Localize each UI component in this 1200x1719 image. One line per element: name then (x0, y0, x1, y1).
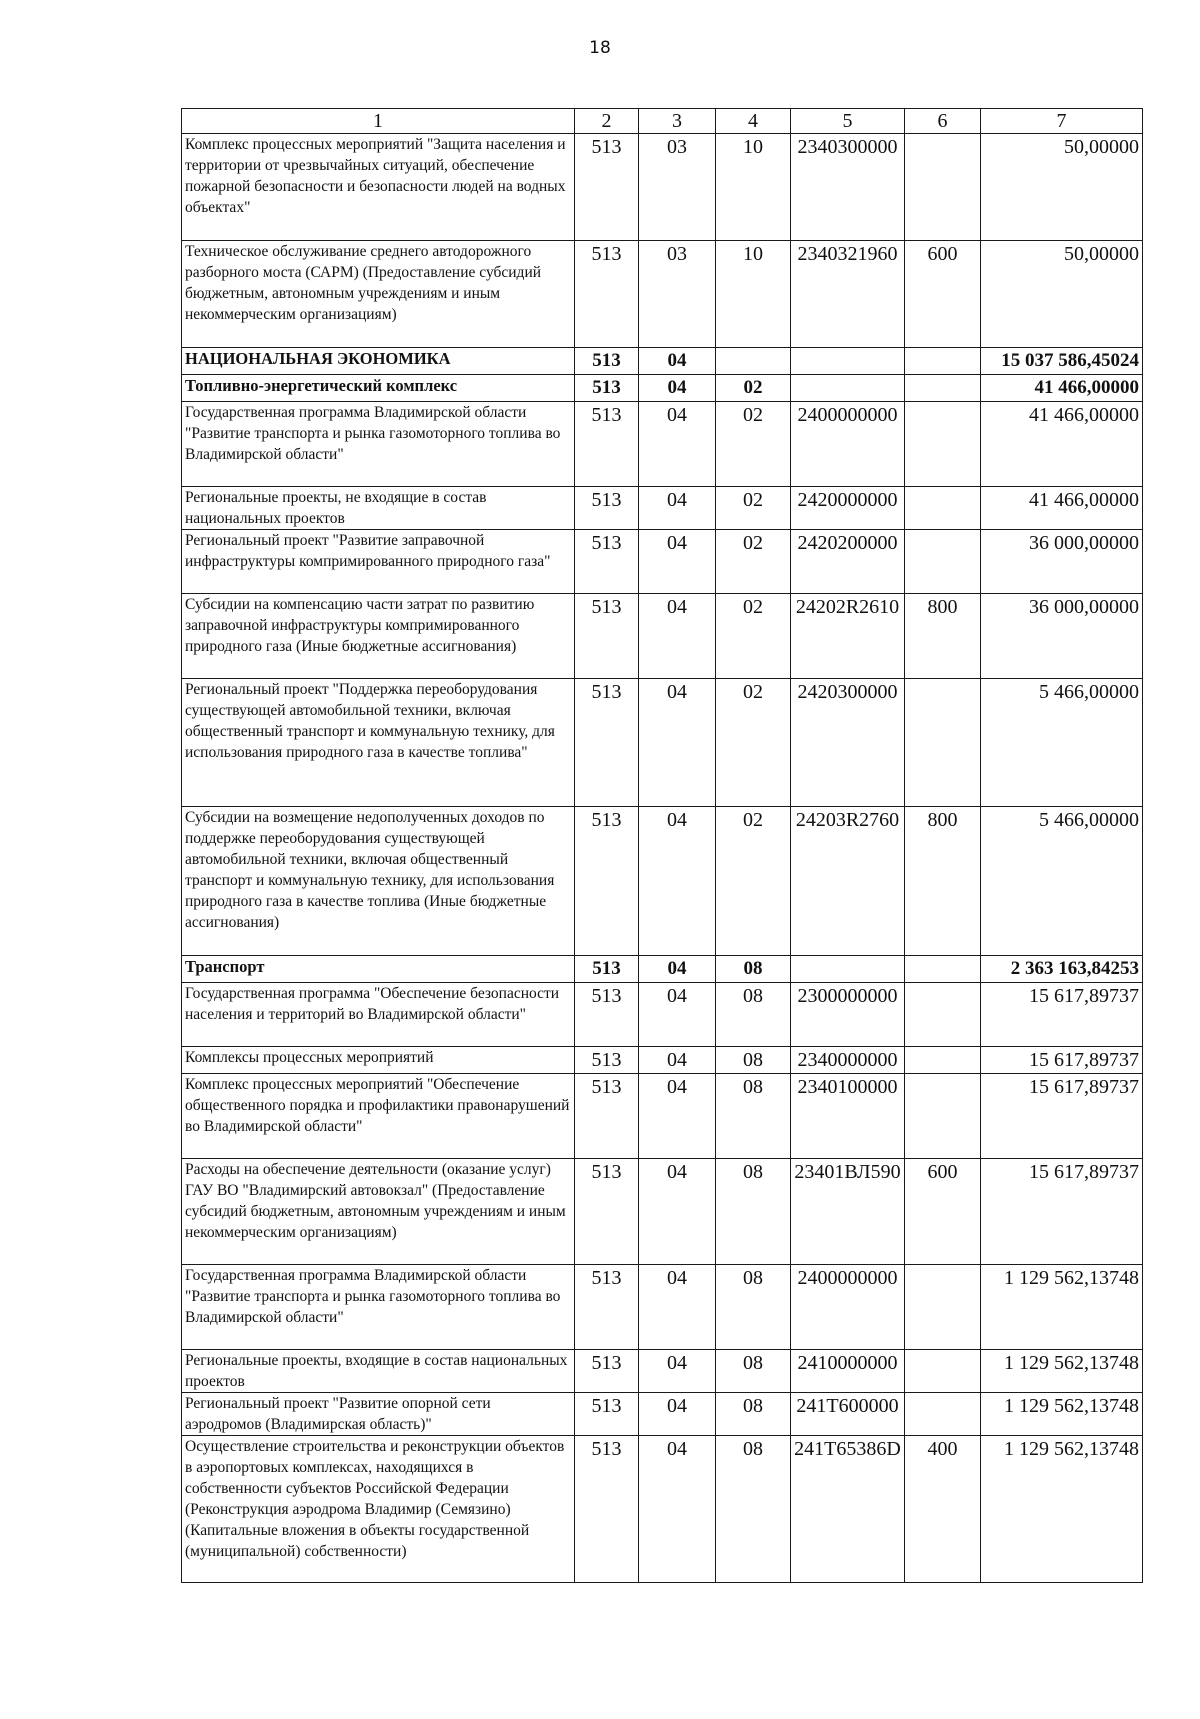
row-target-article: 2420200000 (791, 530, 905, 594)
row-section: 04 (639, 1047, 716, 1074)
header-col-7: 7 (981, 109, 1143, 134)
row-subsection: 02 (716, 402, 791, 487)
row-amount: 2 363 163,84253 (981, 956, 1143, 983)
row-name: Расходы на обеспечение деятельности (оказание услуг) ГАУ ВО "Владимирский автовокзал" (Предоставление субсидий бюджетным, автономным учреждениям и иным некоммерческим организациям) (182, 1159, 575, 1265)
row-department-code: 513 (575, 1265, 639, 1350)
row-section: 04 (639, 1159, 716, 1265)
row-section: 04 (639, 530, 716, 594)
row-target-article: 24202R2610 (791, 594, 905, 679)
row-target-article: 2400000000 (791, 1265, 905, 1350)
row-department-code: 513 (575, 1074, 639, 1159)
budget-table (181, 108, 1143, 1583)
row-amount: 15 617,89737 (981, 1074, 1143, 1159)
row-department-code: 513 (575, 1047, 639, 1074)
row-subsection: 08 (716, 1265, 791, 1350)
row-department-code: 513 (575, 375, 639, 402)
row-department-code: 513 (575, 956, 639, 983)
row-name: Комплекс процессных мероприятий "Обеспечение общественного порядка и профилактики правонарушений во Владимирской области" (182, 1074, 575, 1159)
table-row (182, 375, 1143, 402)
row-name: Топливно-энергетический комплекс (182, 375, 575, 402)
row-expense-type: 800 (905, 807, 981, 956)
table-row (182, 530, 1143, 594)
row-subsection: 08 (716, 1393, 791, 1436)
row-name: Региональные проекты, входящие в состав национальных проектов (182, 1350, 575, 1393)
row-name: Региональный проект "Поддержка переоборудования существующей автомобильной техники, включая общественный транспорт и коммунальную технику, для использования природного газа в качестве топлива" (182, 679, 575, 807)
row-target-article (791, 348, 905, 375)
row-department-code: 513 (575, 348, 639, 375)
table-row (182, 594, 1143, 679)
table-row (182, 402, 1143, 487)
row-amount: 41 466,00000 (981, 375, 1143, 402)
header-row (182, 109, 1143, 134)
row-department-code: 513 (575, 807, 639, 956)
row-name: Осуществление строительства и реконструкции объектов в аэропортовых комплексах, находящихся в собственности субъектов Российской Федерации (Реконструкция аэродрома Владимир (Семязино) (Капитальные вложения в объекты государственной (муниципальной) собственности) (182, 1436, 575, 1583)
row-target-article (791, 956, 905, 983)
row-expense-type (905, 1265, 981, 1350)
row-amount: 41 466,00000 (981, 487, 1143, 530)
row-expense-type (905, 487, 981, 530)
table-row (182, 487, 1143, 530)
row-section: 04 (639, 375, 716, 402)
row-department-code: 513 (575, 983, 639, 1047)
row-name: Государственная программа "Обеспечение безопасности населения и территорий во Владимирской области" (182, 983, 575, 1047)
row-subsection: 02 (716, 807, 791, 956)
row-subsection: 02 (716, 594, 791, 679)
table-row (182, 1436, 1143, 1583)
row-department-code: 513 (575, 402, 639, 487)
row-subsection: 08 (716, 1074, 791, 1159)
row-target-article (791, 375, 905, 402)
table-row (182, 1074, 1143, 1159)
row-expense-type (905, 679, 981, 807)
row-subsection: 08 (716, 1159, 791, 1265)
row-target-article: 2300000000 (791, 983, 905, 1047)
row-section: 04 (639, 983, 716, 1047)
row-target-article: 2420000000 (791, 487, 905, 530)
row-amount: 50,00000 (981, 134, 1143, 241)
row-department-code: 513 (575, 679, 639, 807)
row-target-article: 2410000000 (791, 1350, 905, 1393)
row-expense-type (905, 402, 981, 487)
row-name: Субсидии на возмещение недополученных доходов по поддержке переоборудования существующей автомобильной техники, включая общественный транспорт и коммунальную технику, для использования природного газа в качестве топлива (Иные бюджетные ассигнования) (182, 807, 575, 956)
row-department-code: 513 (575, 487, 639, 530)
row-name: НАЦИОНАЛЬНАЯ ЭКОНОМИКА (182, 348, 575, 375)
row-amount: 36 000,00000 (981, 530, 1143, 594)
table-row (182, 956, 1143, 983)
row-section: 04 (639, 807, 716, 956)
row-expense-type (905, 1074, 981, 1159)
row-subsection: 02 (716, 679, 791, 807)
row-amount: 1 129 562,13748 (981, 1436, 1143, 1583)
row-subsection: 10 (716, 241, 791, 348)
row-name: Субсидии на компенсацию части затрат по развитию заправочной инфраструктуры компримированного природного газа (Иные бюджетные ассигнования) (182, 594, 575, 679)
row-name: Транспорт (182, 956, 575, 983)
row-amount: 50,00000 (981, 241, 1143, 348)
row-amount: 15 617,89737 (981, 1159, 1143, 1265)
row-target-article: 241Т600000 (791, 1393, 905, 1436)
table-row (182, 679, 1143, 807)
header-col-1: 1 (182, 109, 575, 134)
row-section: 03 (639, 134, 716, 241)
row-name: Техническое обслуживание среднего автодорожного разборного моста (САРМ) (Предоставление субсидий бюджетным, автономным учреждениям и иным некоммерческим организациям) (182, 241, 575, 348)
row-expense-type (905, 1047, 981, 1074)
row-section: 04 (639, 956, 716, 983)
row-subsection: 02 (716, 487, 791, 530)
row-amount: 36 000,00000 (981, 594, 1143, 679)
row-amount: 15 617,89737 (981, 983, 1143, 1047)
table-row (182, 1393, 1143, 1436)
row-name: Региональные проекты, не входящие в состав национальных проектов (182, 487, 575, 530)
row-amount: 1 129 562,13748 (981, 1265, 1143, 1350)
row-expense-type (905, 983, 981, 1047)
row-section: 03 (639, 241, 716, 348)
table-row (182, 1350, 1143, 1393)
row-expense-type: 600 (905, 241, 981, 348)
row-subsection (716, 348, 791, 375)
row-expense-type (905, 1350, 981, 1393)
row-target-article: 2340300000 (791, 134, 905, 241)
row-section: 04 (639, 679, 716, 807)
row-section: 04 (639, 402, 716, 487)
row-section: 04 (639, 1436, 716, 1583)
row-target-article: 2340100000 (791, 1074, 905, 1159)
row-amount: 15 617,89737 (981, 1047, 1143, 1074)
row-name: Государственная программа Владимирской области "Развитие транспорта и рынка газомоторного топлива во Владимирской области" (182, 402, 575, 487)
table-row (182, 1265, 1143, 1350)
row-expense-type: 600 (905, 1159, 981, 1265)
page-number: 18 (589, 38, 611, 58)
row-target-article: 2400000000 (791, 402, 905, 487)
row-target-article: 2420300000 (791, 679, 905, 807)
row-expense-type (905, 956, 981, 983)
table-row (182, 807, 1143, 956)
row-section: 04 (639, 348, 716, 375)
row-expense-type: 800 (905, 594, 981, 679)
table-row (182, 348, 1143, 375)
row-subsection: 08 (716, 983, 791, 1047)
header-col-3: 3 (639, 109, 716, 134)
row-name: Комплекс процессных мероприятий "Защита населения и территории от чрезвычайных ситуаций, обеспечение пожарной безопасности и безопасности людей на водных объектах" (182, 134, 575, 241)
row-amount: 5 466,00000 (981, 679, 1143, 807)
row-amount: 5 466,00000 (981, 807, 1143, 956)
row-subsection: 08 (716, 956, 791, 983)
row-department-code: 513 (575, 1159, 639, 1265)
row-section: 04 (639, 594, 716, 679)
row-subsection: 08 (716, 1047, 791, 1074)
table-row (182, 1047, 1143, 1074)
header-col-5: 5 (791, 109, 905, 134)
table-row (182, 1159, 1143, 1265)
row-name: Региональный проект "Развитие опорной сети аэродромов (Владимирская область)" (182, 1393, 575, 1436)
row-expense-type (905, 530, 981, 594)
row-subsection: 08 (716, 1436, 791, 1583)
row-amount: 15 037 586,45024 (981, 348, 1143, 375)
row-section: 04 (639, 1350, 716, 1393)
row-expense-type (905, 348, 981, 375)
row-target-article: 2340321960 (791, 241, 905, 348)
row-expense-type (905, 134, 981, 241)
header-col-6: 6 (905, 109, 981, 134)
row-section: 04 (639, 1393, 716, 1436)
row-target-article: 23401ВЛ590 (791, 1159, 905, 1265)
row-target-article: 24203R2760 (791, 807, 905, 956)
table-row (182, 134, 1143, 241)
row-target-article: 241Т65386D (791, 1436, 905, 1583)
row-target-article: 2340000000 (791, 1047, 905, 1074)
row-expense-type (905, 1393, 981, 1436)
row-department-code: 513 (575, 1436, 639, 1583)
header-col-4: 4 (716, 109, 791, 134)
row-department-code: 513 (575, 1350, 639, 1393)
row-department-code: 513 (575, 594, 639, 679)
row-name: Комплексы процессных мероприятий (182, 1047, 575, 1074)
row-expense-type: 400 (905, 1436, 981, 1583)
table-row (182, 983, 1143, 1047)
row-section: 04 (639, 1265, 716, 1350)
row-department-code: 513 (575, 530, 639, 594)
row-department-code: 513 (575, 134, 639, 241)
table-row (182, 241, 1143, 348)
row-section: 04 (639, 1074, 716, 1159)
row-subsection: 02 (716, 375, 791, 402)
row-name: Государственная программа Владимирской области "Развитие транспорта и рынка газомоторного топлива во Владимирской области" (182, 1265, 575, 1350)
row-section: 04 (639, 487, 716, 530)
row-subsection: 02 (716, 530, 791, 594)
row-amount: 41 466,00000 (981, 402, 1143, 487)
row-amount: 1 129 562,13748 (981, 1350, 1143, 1393)
row-subsection: 08 (716, 1350, 791, 1393)
header-col-2: 2 (575, 109, 639, 134)
row-department-code: 513 (575, 241, 639, 348)
row-amount: 1 129 562,13748 (981, 1393, 1143, 1436)
row-department-code: 513 (575, 1393, 639, 1436)
row-name: Региональный проект "Развитие заправочной инфраструктуры компримированного природного газа" (182, 530, 575, 594)
row-subsection: 10 (716, 134, 791, 241)
row-expense-type (905, 375, 981, 402)
